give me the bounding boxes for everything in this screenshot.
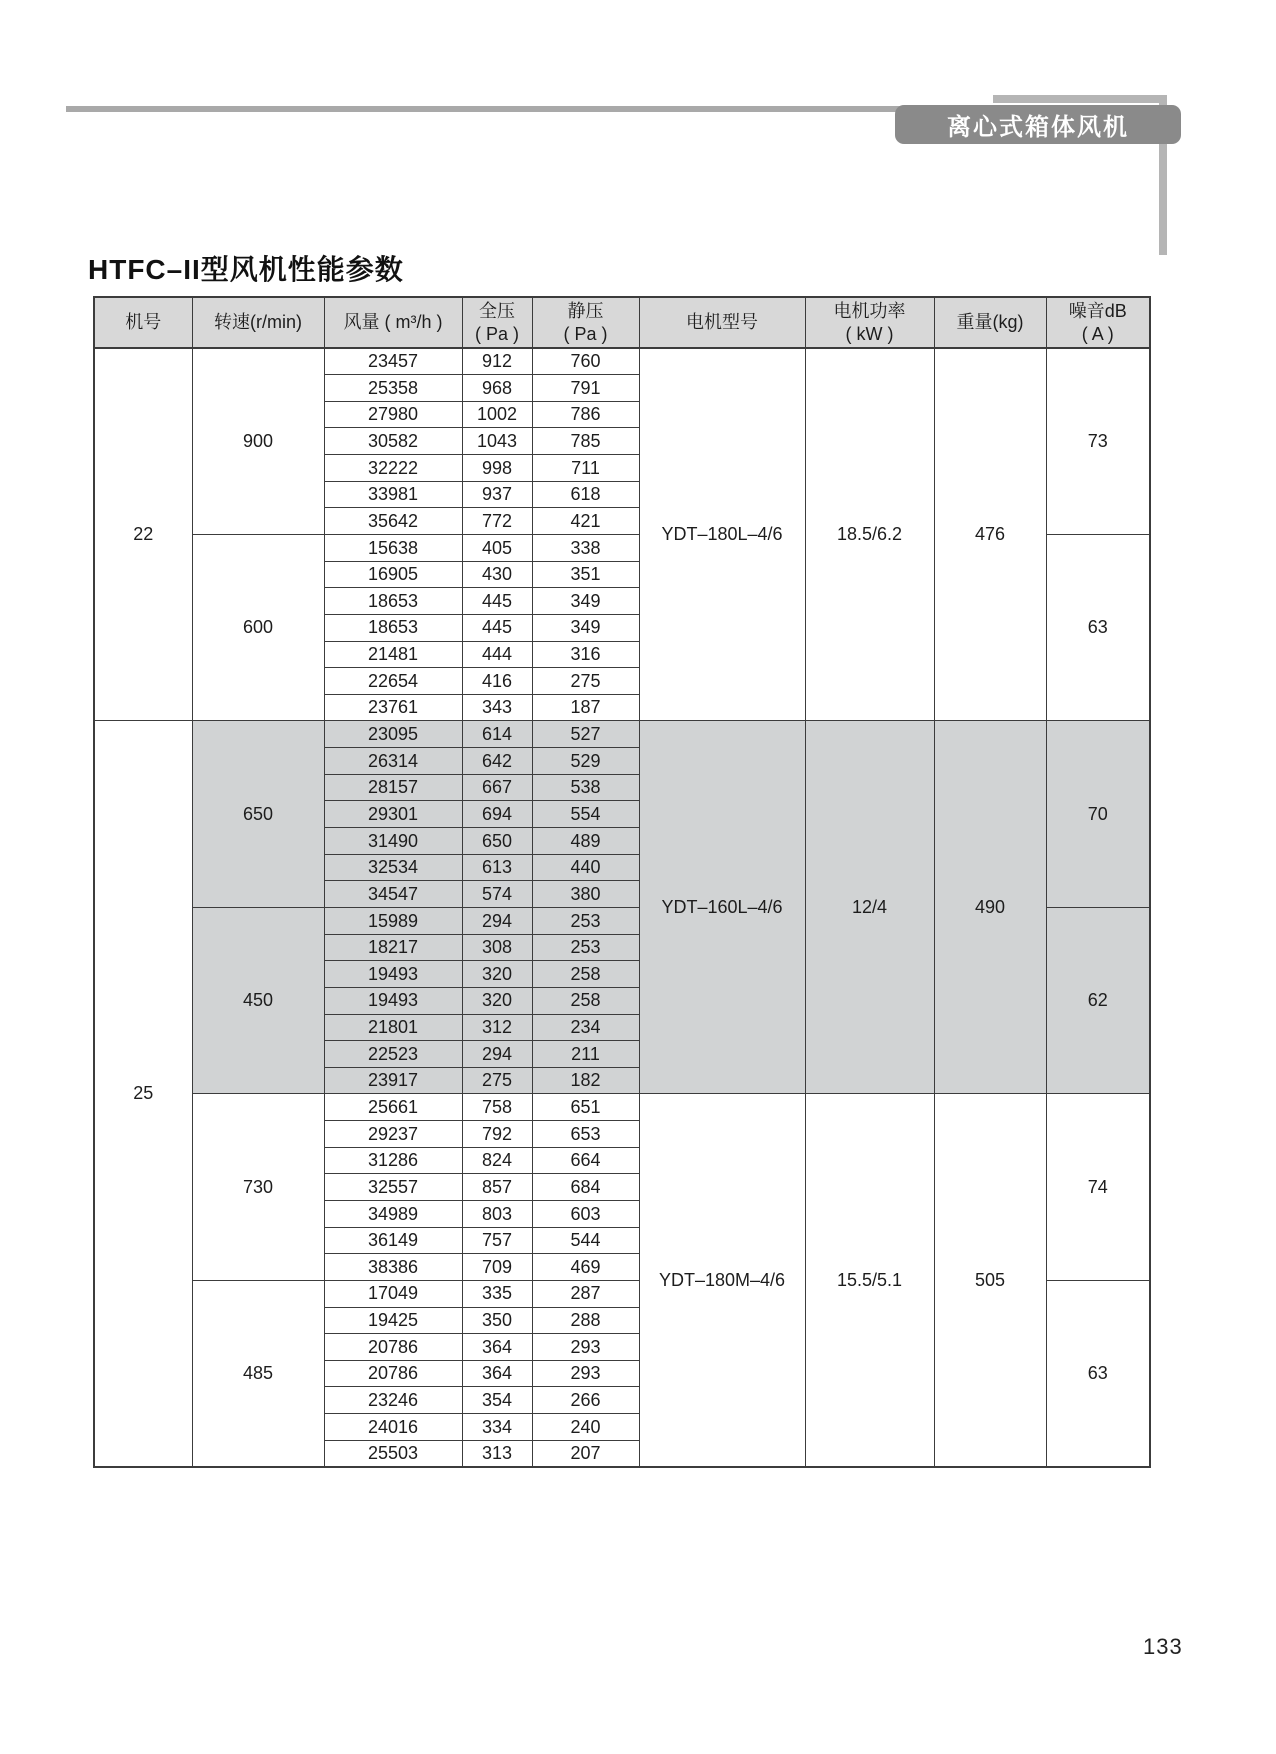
cell-total-pressure: 320 xyxy=(462,961,532,988)
cell-static-pressure: 618 xyxy=(532,481,639,508)
cell-noise: 62 xyxy=(1046,907,1150,1093)
cell-noise: 63 xyxy=(1046,1280,1150,1466)
cell-total-pressure: 694 xyxy=(462,801,532,828)
cell-airflow: 17049 xyxy=(324,1280,462,1307)
cell-airflow: 18653 xyxy=(324,614,462,641)
cell-noise: 73 xyxy=(1046,348,1150,534)
table-header-row xyxy=(94,297,1150,348)
cell-total-pressure: 968 xyxy=(462,375,532,402)
cell-static-pressure: 664 xyxy=(532,1147,639,1174)
header-weight: 重量(kg) xyxy=(934,297,1046,348)
cell-total-pressure: 294 xyxy=(462,1041,532,1068)
cell-static-pressure: 293 xyxy=(532,1360,639,1387)
cell-static-pressure: 287 xyxy=(532,1280,639,1307)
cell-motor-model: YDT–180M–4/6 xyxy=(639,1094,805,1467)
cell-weight: 490 xyxy=(934,721,1046,1094)
cell-static-pressure: 489 xyxy=(532,828,639,855)
cell-airflow: 32557 xyxy=(324,1174,462,1201)
cell-airflow: 20786 xyxy=(324,1334,462,1361)
cell-static-pressure: 316 xyxy=(532,641,639,668)
cell-total-pressure: 364 xyxy=(462,1334,532,1361)
cell-total-pressure: 364 xyxy=(462,1360,532,1387)
cell-static-pressure: 211 xyxy=(532,1041,639,1068)
cell-total-pressure: 350 xyxy=(462,1307,532,1334)
cell-airflow: 22654 xyxy=(324,668,462,695)
cell-weight: 505 xyxy=(934,1094,1046,1467)
cell-total-pressure: 335 xyxy=(462,1280,532,1307)
cell-airflow: 19493 xyxy=(324,987,462,1014)
performance-table-container xyxy=(93,296,1151,1468)
cell-airflow: 19425 xyxy=(324,1307,462,1334)
cell-airflow: 22523 xyxy=(324,1041,462,1068)
cell-airflow: 28157 xyxy=(324,774,462,801)
cell-total-pressure: 667 xyxy=(462,774,532,801)
header-static-pressure: 静压 ( Pa ) xyxy=(532,297,639,348)
cell-static-pressure: 786 xyxy=(532,401,639,428)
cell-static-pressure: 791 xyxy=(532,375,639,402)
cell-airflow: 21801 xyxy=(324,1014,462,1041)
cell-airflow: 16905 xyxy=(324,561,462,588)
cell-airflow: 24016 xyxy=(324,1414,462,1441)
cell-static-pressure: 421 xyxy=(532,508,639,535)
table-row xyxy=(94,348,1150,375)
cell-static-pressure: 338 xyxy=(532,534,639,561)
cell-airflow: 23457 xyxy=(324,348,462,375)
header-machine-no: 机号 xyxy=(94,297,192,348)
cell-total-pressure: 937 xyxy=(462,481,532,508)
cell-airflow: 21481 xyxy=(324,641,462,668)
cell-total-pressure: 574 xyxy=(462,881,532,908)
cell-airflow: 38386 xyxy=(324,1254,462,1281)
cell-airflow: 35642 xyxy=(324,508,462,535)
cell-airflow: 34989 xyxy=(324,1201,462,1228)
cell-total-pressure: 334 xyxy=(462,1414,532,1441)
cell-total-pressure: 757 xyxy=(462,1227,532,1254)
cell-static-pressure: 253 xyxy=(532,907,639,934)
cell-motor-model: YDT–180L–4/6 xyxy=(639,348,805,721)
table-row xyxy=(94,1094,1150,1121)
cell-airflow: 15989 xyxy=(324,907,462,934)
cell-static-pressure: 187 xyxy=(532,694,639,721)
cell-airflow: 32222 xyxy=(324,455,462,482)
cell-total-pressure: 313 xyxy=(462,1440,532,1467)
cell-total-pressure: 1002 xyxy=(462,401,532,428)
cell-speed: 450 xyxy=(192,907,324,1093)
cell-airflow: 31490 xyxy=(324,828,462,855)
cell-airflow: 32534 xyxy=(324,854,462,881)
cell-speed: 600 xyxy=(192,534,324,720)
cell-airflow: 25503 xyxy=(324,1440,462,1467)
cell-total-pressure: 445 xyxy=(462,614,532,641)
cell-airflow: 36149 xyxy=(324,1227,462,1254)
cell-static-pressure: 258 xyxy=(532,987,639,1014)
cell-total-pressure: 758 xyxy=(462,1094,532,1121)
cell-airflow: 29301 xyxy=(324,801,462,828)
cell-static-pressure: 653 xyxy=(532,1121,639,1148)
cell-airflow: 23095 xyxy=(324,721,462,748)
cell-total-pressure: 275 xyxy=(462,1067,532,1094)
cell-static-pressure: 527 xyxy=(532,721,639,748)
cell-weight: 476 xyxy=(934,348,1046,721)
table-row xyxy=(94,721,1150,748)
cell-noise: 70 xyxy=(1046,721,1150,907)
cell-airflow: 29237 xyxy=(324,1121,462,1148)
cell-motor-power: 18.5/6.2 xyxy=(805,348,934,721)
cell-airflow: 23761 xyxy=(324,694,462,721)
cell-speed: 900 xyxy=(192,348,324,534)
cell-total-pressure: 824 xyxy=(462,1147,532,1174)
cell-total-pressure: 912 xyxy=(462,348,532,375)
cell-motor-model: YDT–160L–4/6 xyxy=(639,721,805,1094)
cell-airflow: 20786 xyxy=(324,1360,462,1387)
cell-static-pressure: 538 xyxy=(532,774,639,801)
cell-static-pressure: 440 xyxy=(532,854,639,881)
cell-total-pressure: 772 xyxy=(462,508,532,535)
cell-static-pressure: 266 xyxy=(532,1387,639,1414)
cell-total-pressure: 444 xyxy=(462,641,532,668)
cell-static-pressure: 207 xyxy=(532,1440,639,1467)
cell-total-pressure: 354 xyxy=(462,1387,532,1414)
cell-static-pressure: 351 xyxy=(532,561,639,588)
cell-total-pressure: 405 xyxy=(462,534,532,561)
cell-static-pressure: 651 xyxy=(532,1094,639,1121)
cell-total-pressure: 642 xyxy=(462,748,532,775)
cell-speed: 485 xyxy=(192,1280,324,1466)
page-title: HTFC–II型风机性能参数 xyxy=(88,254,404,285)
cell-static-pressure: 234 xyxy=(532,1014,639,1041)
cell-total-pressure: 294 xyxy=(462,907,532,934)
cell-total-pressure: 613 xyxy=(462,854,532,881)
cell-static-pressure: 240 xyxy=(532,1414,639,1441)
section-badge xyxy=(895,105,1181,144)
cell-motor-power: 12/4 xyxy=(805,721,934,1094)
cell-airflow: 23246 xyxy=(324,1387,462,1414)
cell-noise: 74 xyxy=(1046,1094,1150,1280)
cell-airflow: 34547 xyxy=(324,881,462,908)
cell-airflow: 33981 xyxy=(324,481,462,508)
cell-static-pressure: 253 xyxy=(532,934,639,961)
cell-airflow: 23917 xyxy=(324,1067,462,1094)
cell-total-pressure: 308 xyxy=(462,934,532,961)
cell-total-pressure: 430 xyxy=(462,561,532,588)
cell-total-pressure: 857 xyxy=(462,1174,532,1201)
cell-airflow: 19493 xyxy=(324,961,462,988)
cell-total-pressure: 998 xyxy=(462,455,532,482)
cell-static-pressure: 469 xyxy=(532,1254,639,1281)
cell-airflow: 15638 xyxy=(324,534,462,561)
cell-airflow: 30582 xyxy=(324,428,462,455)
cell-total-pressure: 320 xyxy=(462,987,532,1014)
cell-motor-power: 15.5/5.1 xyxy=(805,1094,934,1467)
cell-static-pressure: 258 xyxy=(532,961,639,988)
cell-static-pressure: 380 xyxy=(532,881,639,908)
corner-decoration-horizontal xyxy=(993,95,1167,103)
header-total-pressure: 全压 ( Pa ) xyxy=(462,297,532,348)
cell-static-pressure: 603 xyxy=(532,1201,639,1228)
cell-static-pressure: 684 xyxy=(532,1174,639,1201)
cell-static-pressure: 544 xyxy=(532,1227,639,1254)
cell-total-pressure: 343 xyxy=(462,694,532,721)
cell-static-pressure: 349 xyxy=(532,614,639,641)
cell-total-pressure: 614 xyxy=(462,721,532,748)
cell-total-pressure: 416 xyxy=(462,668,532,695)
cell-airflow: 27980 xyxy=(324,401,462,428)
cell-static-pressure: 182 xyxy=(532,1067,639,1094)
cell-static-pressure: 711 xyxy=(532,455,639,482)
cell-static-pressure: 349 xyxy=(532,588,639,615)
cell-airflow: 25358 xyxy=(324,375,462,402)
cell-static-pressure: 275 xyxy=(532,668,639,695)
section-badge-label: 离心式箱体风机 xyxy=(947,114,1129,141)
cell-airflow: 26314 xyxy=(324,748,462,775)
cell-static-pressure: 529 xyxy=(532,748,639,775)
cell-machine-no: 22 xyxy=(94,348,192,721)
header-noise: 噪音dB ( A ) xyxy=(1046,297,1150,348)
cell-static-pressure: 785 xyxy=(532,428,639,455)
cell-static-pressure: 288 xyxy=(532,1307,639,1334)
cell-total-pressure: 445 xyxy=(462,588,532,615)
cell-total-pressure: 1043 xyxy=(462,428,532,455)
cell-airflow: 31286 xyxy=(324,1147,462,1174)
header-motor-power: 电机功率 ( kW ) xyxy=(805,297,934,348)
header-motor-model: 电机型号 xyxy=(639,297,805,348)
cell-speed: 730 xyxy=(192,1094,324,1280)
cell-machine-no: 25 xyxy=(94,721,192,1467)
cell-total-pressure: 709 xyxy=(462,1254,532,1281)
cell-total-pressure: 803 xyxy=(462,1201,532,1228)
page-number: 133 xyxy=(1143,1634,1183,1659)
cell-airflow: 25661 xyxy=(324,1094,462,1121)
cell-total-pressure: 792 xyxy=(462,1121,532,1148)
cell-static-pressure: 760 xyxy=(532,348,639,375)
cell-airflow: 18217 xyxy=(324,934,462,961)
cell-noise: 63 xyxy=(1046,534,1150,720)
cell-total-pressure: 312 xyxy=(462,1014,532,1041)
performance-table xyxy=(93,296,1151,1468)
cell-total-pressure: 650 xyxy=(462,828,532,855)
header-speed: 转速(r/min) xyxy=(192,297,324,348)
cell-static-pressure: 293 xyxy=(532,1334,639,1361)
cell-speed: 650 xyxy=(192,721,324,907)
cell-airflow: 18653 xyxy=(324,588,462,615)
header-airflow: 风量 ( m³/h ) xyxy=(324,297,462,348)
cell-static-pressure: 554 xyxy=(532,801,639,828)
